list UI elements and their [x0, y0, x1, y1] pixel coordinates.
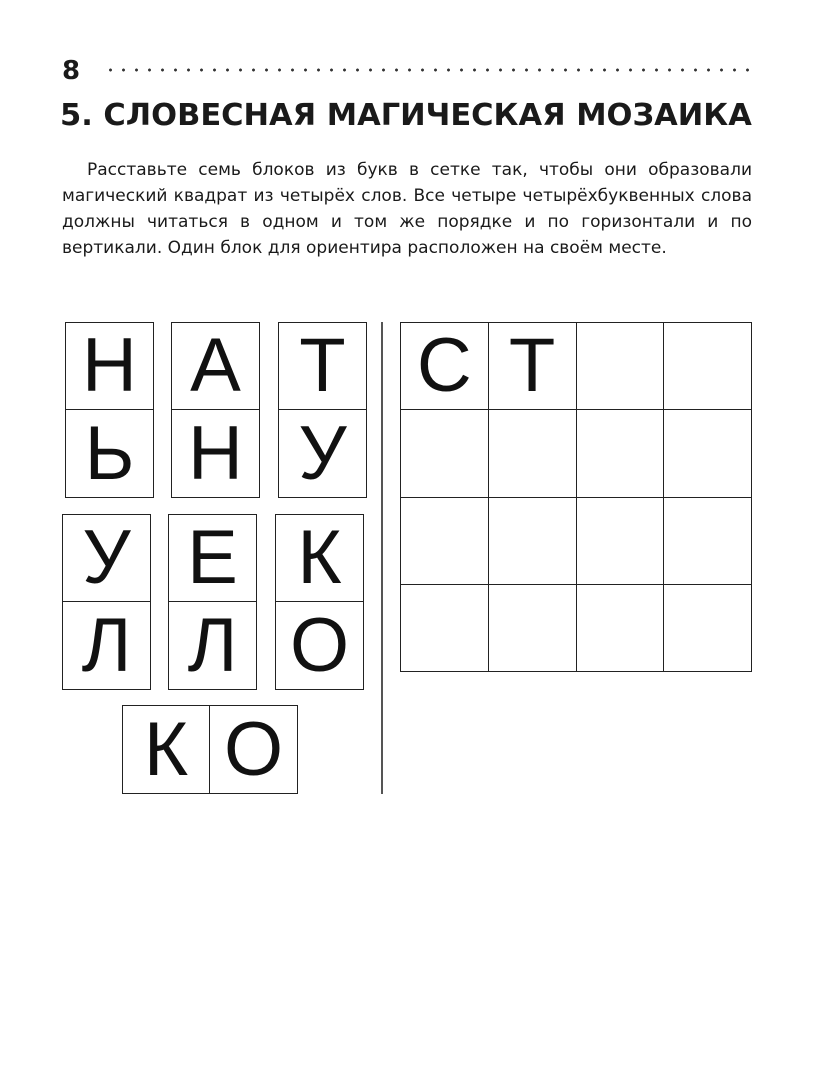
puzzle-instructions: Расставьте семь блоков из букв в сетке так, чтобы они образовали магический квадрат из четырёх слов. Все четыре четырёхбуквенных слова должны читаться в одном и том же порядке и по горизонтали и по вертикали. Один блок для ориентира расположен на своём месте. [62, 160, 752, 258]
block-letter: Л [187, 602, 238, 688]
block-letter: Н [188, 410, 243, 496]
letter-block-6[interactable] [275, 514, 364, 690]
grid-cell-r4c1[interactable] [401, 585, 489, 672]
grid-cell-r4c2[interactable] [489, 585, 577, 672]
letter-block-3[interactable] [278, 322, 367, 498]
block-letter: Л [81, 602, 132, 688]
grid-cell-r3c4[interactable] [664, 498, 752, 585]
grid-cell-r2c2[interactable] [489, 410, 577, 497]
grid-cell-r3c1[interactable] [401, 498, 489, 585]
grid-cell-r1c2[interactable]: Т [489, 323, 577, 410]
grid-cell-r3c2[interactable] [489, 498, 577, 585]
block-letter: У [298, 410, 347, 496]
letter-block-4[interactable] [62, 514, 151, 690]
letter-block-1[interactable] [65, 322, 154, 498]
block-letter: У [63, 515, 150, 602]
grid-cell-r2c4[interactable] [664, 410, 752, 497]
letter-block-5[interactable] [168, 514, 257, 690]
block-letter: О [289, 602, 350, 688]
grid-cell-r4c3[interactable] [577, 585, 665, 672]
block-letter: Т [279, 323, 366, 410]
block-letter: К [276, 515, 363, 602]
block-letter: А [172, 323, 259, 410]
page-number: 8 [62, 56, 81, 86]
answer-grid [400, 322, 752, 672]
grid-cell-r1c4[interactable] [664, 323, 752, 410]
block-letter: К [123, 706, 210, 793]
grid-cell-r2c3[interactable] [577, 410, 665, 497]
block-letter: Ь [84, 410, 135, 496]
vertical-divider [381, 322, 383, 794]
puzzle-title: 5. СЛОВЕСНАЯ МАГИЧЕСКАЯ МОЗАИКА [60, 98, 752, 133]
grid-cell-r4c4[interactable] [664, 585, 752, 672]
dotted-divider [104, 64, 754, 76]
letter-block-7[interactable] [122, 705, 298, 794]
block-letter: Е [169, 515, 256, 602]
grid-cell-r3c3[interactable] [577, 498, 665, 585]
grid-cell-r1c3[interactable] [577, 323, 665, 410]
letter-block-2[interactable] [171, 322, 260, 498]
grid-cell-r2c1[interactable] [401, 410, 489, 497]
block-letter: Н [66, 323, 153, 410]
grid-cell-r1c1[interactable]: С [401, 323, 489, 410]
block-letter: О [223, 706, 284, 792]
